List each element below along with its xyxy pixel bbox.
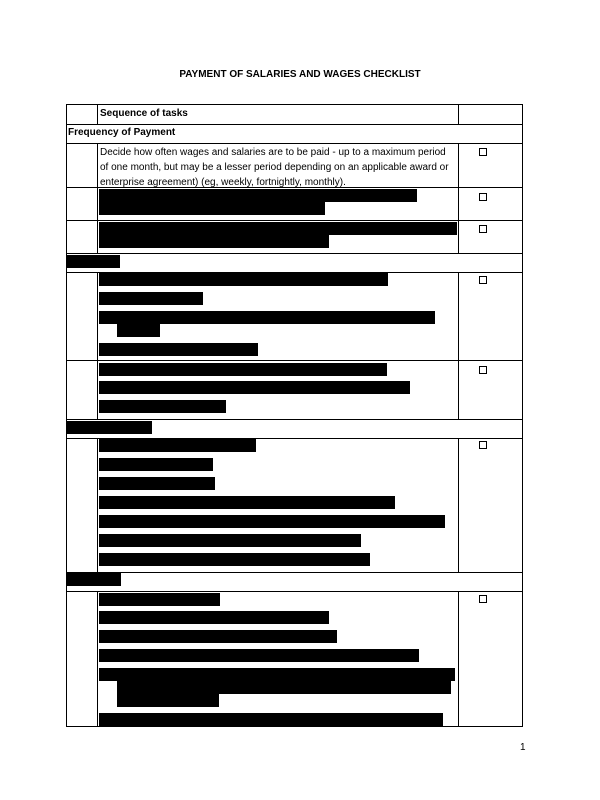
checkbox[interactable] <box>479 595 487 603</box>
page-number: 1 <box>520 742 526 753</box>
checkbox[interactable] <box>479 225 487 233</box>
task-text <box>100 145 460 190</box>
section-heading: Frequency of Payment <box>68 127 176 138</box>
checkbox[interactable] <box>479 193 487 201</box>
task-text-line: of one month, but may be a lesser period depending on an applicable award or <box>100 162 449 173</box>
table-header: Sequence of tasks <box>100 108 188 119</box>
task-text-line: Decide how often wages and salaries are to be paid - up to a maximum period <box>100 147 446 158</box>
checkbox[interactable] <box>479 441 487 449</box>
checkbox[interactable] <box>479 148 487 156</box>
page-title: PAYMENT OF SALARIES AND WAGES CHECKLIST <box>179 69 421 80</box>
checkbox[interactable] <box>479 366 487 374</box>
task-text-line: enterprise agreement) (eg, weekly, fortnightly, monthly). <box>100 177 346 188</box>
checkbox[interactable] <box>479 276 487 284</box>
